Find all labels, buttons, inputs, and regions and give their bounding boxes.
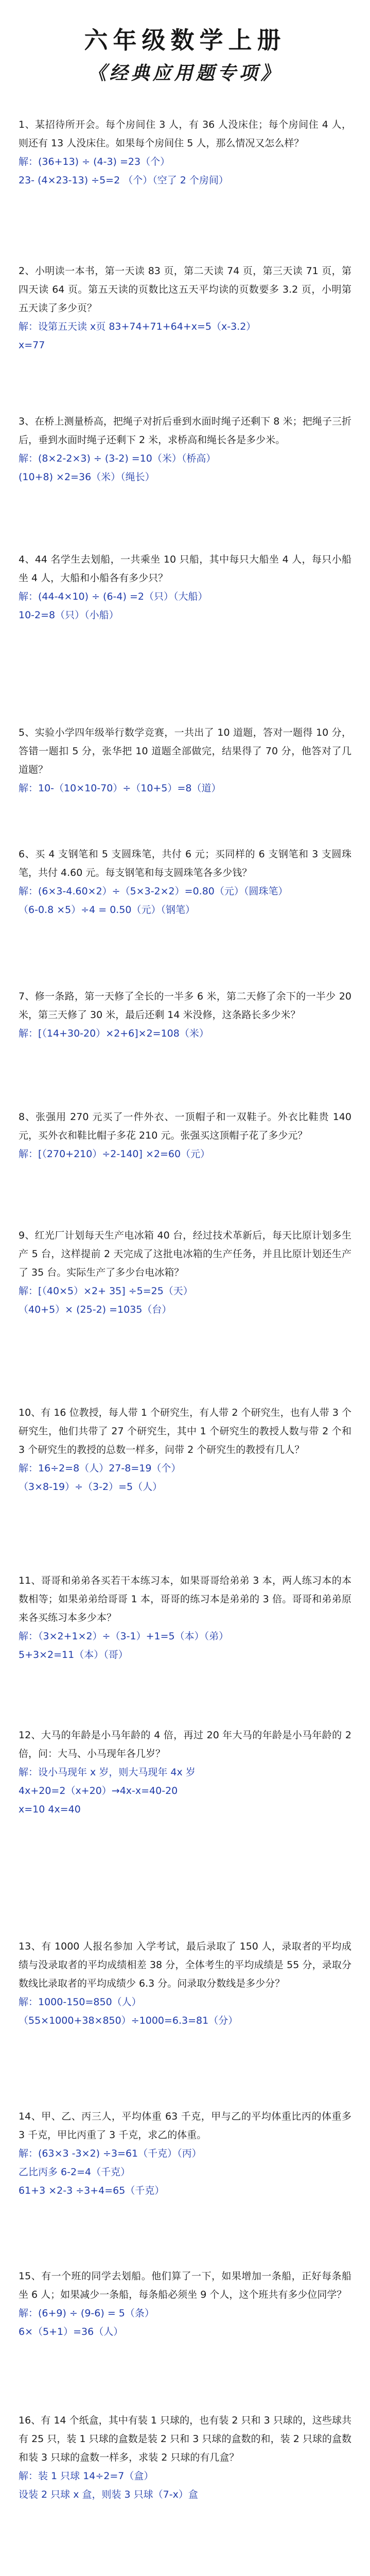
answer-line: 解：(44-4×10) ÷ (6-4) =2（只）（大船） <box>19 591 208 602</box>
answer-line: 设装 2 只球 x 盒，则装 3 只球（7-x）盒 <box>19 2489 198 2500</box>
answer-line: 61+3 ×2-3 ÷3+4=65（千克） <box>19 2185 165 2196</box>
problem-8 <box>19 1108 351 1163</box>
answer-line: 解：(6×3-4.60×2）÷（5×3-2×2）=0.80（元）（圆珠笔） <box>19 886 288 897</box>
problem-14 <box>19 2107 351 2200</box>
answer-line: 解：(8×2-2×3) ÷ (3-2) =10（米）（桥高） <box>19 453 216 464</box>
answer-line: x=10 4x=40 <box>19 1804 81 1815</box>
problem-9 <box>19 1226 351 1319</box>
problem-question: 14、甲、乙、丙三人，平均体重 63 千克，甲与乙的平均体重比丙的体重多 3 千克，甲比丙重了 3 千克，求乙的体重。 <box>19 2111 351 2141</box>
answer-line: 4x+20=2（x+20）→4x-x=40-20 <box>19 1785 178 1797</box>
problem-5 <box>19 723 351 798</box>
problem-12 <box>19 1726 351 1819</box>
problem-4 <box>19 550 351 624</box>
answer-line: 6×（5+1）=36（人） <box>19 2326 124 2337</box>
problem-question: 3、在桥上测量桥高，把绳子对折后垂到水面时绳子还剩下 8 米；把绳子三折后，垂到水面时绳子还剩下 2 米，求桥高和绳长各是多少米。 <box>19 416 351 446</box>
answer-line: 解：(6+9) ÷ (9-6) = 5（条） <box>19 2308 154 2319</box>
answer-line: 解：设第五天读 x页 83+74+71+64+x=5（x-3.2） <box>19 321 256 332</box>
answer-line: 解：16÷2=8（人）27-8=19（个） <box>19 1463 181 1474</box>
answer-line: （40+5）× (25-2) =1035（台） <box>19 1304 172 1315</box>
answer-line: 5+3×2=11（本）（哥） <box>19 1649 128 1660</box>
problem-11 <box>19 1571 351 1664</box>
answer-line: （3×8-19）÷（3-2）=5（人） <box>19 1481 163 1493</box>
answer-line: （6-0.8 ×5）÷4 = 0.50（元）（钢笔） <box>19 904 196 916</box>
problem-question: 5、实验小学四年级举行数学竞赛，一共出了 10 道题，答对一题得 10 分，答错一题扣 5 分，张华把 10 道题全部做完，结果得了 70 分，他答对了几道题？ <box>19 727 351 775</box>
page-title: 六年级数学上册 <box>84 26 286 54</box>
problem-question: 6、买 4 支钢笔和 5 支圆珠笔，共付 6 元；买同样的 6 支钢笔和 3 支圆珠笔，共付 4.60 元。每支钢笔和每支圆珠笔各多少钱？ <box>19 849 351 878</box>
problem-10 <box>19 1403 351 1496</box>
problem-question: 10、有 16 位教授，每人带 1 个研究生，有人带 2 个研究生，也有人带 3 个研究生，他们共带了 27 个研究生，其中 1 个研究生的教授人数与带 2 个和 3 个研究生的教授的总数一样多，问带 2 个研究生的教授有几人？ <box>19 1407 351 1455</box>
problem-3 <box>19 412 351 486</box>
problem-2 <box>19 262 351 354</box>
problem-15 <box>19 2267 351 2341</box>
answer-line: 10-2=8（只）（小船） <box>19 609 119 621</box>
answer-line: x=77 <box>19 340 45 351</box>
answer-line: （55×1000+38×850）÷1000=6.3=81（分） <box>19 2015 238 2026</box>
answer-line: 解：（3×2+1×2）÷（3-1）+1=5（本）（弟） <box>19 1631 229 1642</box>
answer-line: 解：(36+13) ÷ (4-3) =23（个） <box>19 156 170 167</box>
answer-line: 解：1000-150=850（人） <box>19 1996 142 2008</box>
problem-question: 13、有 1000 人报名参加 入学考试，最后录取了 150 人，录取者的平均成绩与没录取者的平均成绩相差 38 分，全体考生的平均成绩是 55 分，录取分数线比录取者的平均成绩少 6.3 分。问录取分数线是多少分？ <box>19 1941 351 1989</box>
answer-line: 解：10-（10×10-70）÷（10+5）=8（道） <box>19 783 221 794</box>
answer-line: (10+8) ×2=36（米）（绳长） <box>19 471 155 483</box>
problem-question: 4、44 名学生去划船，一共乘坐 10 只船，其中每只大船坐 4 人，每只小船坐 4 人，大船和小船各有多少只？ <box>19 554 351 584</box>
problem-question: 12、大马的年龄是小马年龄的 4 倍，再过 20 年大马的年龄是小马年龄的 2 倍，问：大马、小马现年各几岁？ <box>19 1730 351 1759</box>
problem-question: 16、有 14 个纸盒，其中有装 1 只球的，也有装 2 只和 3 只球的，这些球共有 25 只，装 1 只球的盒数是装 2 只和 3 只球的盒数的和，装 2 只球的盒数和装 3 只球的盒数一样多，求装 2 只球的有几盒？ <box>19 2415 351 2463</box>
answer-line: 乙比丙多 6-2=4（千克） <box>19 2166 131 2178</box>
problem-question: 1、某招待所开会。每个房间住 3 人，有 36 人没床住；每个房间住 4 人，则还有 13 人没床住。如果每个房间住 5 人，那么情况又怎么样？ <box>19 119 351 149</box>
problem-question: 11、哥哥和弟弟各买若干本练习本，如果哥哥给弟弟 3 本，两人练习本的本数相等；如果弟弟给哥哥 1 本，哥哥的练习本是弟弟的 3 倍。哥哥和弟弟原来各买练习本多少本？ <box>19 1575 351 1623</box>
answer-line: 解：[（14+30-20）×2+6]×2=108（米） <box>19 1028 209 1039</box>
answer-line: 23- (4×23-13) ÷5=2 （个）（空了 2 个房间） <box>19 175 228 186</box>
problem-13 <box>19 1937 351 2030</box>
answer-line: 解：[（270+210）÷2-140] ×2=60（元） <box>19 1148 210 1160</box>
problem-question: 2、小明读一本书，第一天读 83 页，第二天读 74 页，第三天读 71 页，第四天读 64 页。第五天读的页数比这五天平均读的页数要多 3.2 页，小明第五天读了多少页？ <box>19 265 351 314</box>
answer-line: 解：[（40×5）×2+ 35] ÷5=25（天） <box>19 1285 193 1297</box>
problem-question: 15、有一个班的同学去划船。他们算了一下，如果增加一条船，正好每条船坐 6 人；如果减少一条船，每条船必须坐 9 个人，这个班共有多少位同学？ <box>19 2270 351 2300</box>
problem-16 <box>19 2411 351 2504</box>
problem-question: 9、红光厂计划每天生产电冰箱 40 台，经过技术革新后，每天比原计划多生产 5 台，这样提前 2 天完成了这批电冰箱的生产任务，并且比原计划还生产了 35 台。实际生产了多少台电冰箱？ <box>19 1230 351 1278</box>
page-subtitle: 《经典应用题专项》 <box>87 62 283 84</box>
answer-line: 解：设小马现年 x 岁，则大马现年 4x 岁 <box>19 1767 196 1778</box>
problem-6 <box>19 845 351 919</box>
problem-question: 7、修一条路，第一天修了全长的一半多 6 米，第二天修了余下的一半少 20 米，第三天修了 30 米，最后还剩 14 米没修，这条路长多少米？ <box>19 991 351 1021</box>
answer-line: 解：装 1 只球 14÷2=7（盒） <box>19 2470 154 2482</box>
answer-line: 解：(63×3 -3×2) ÷3=61（千克）（丙） <box>19 2148 202 2159</box>
problem-question: 8、张强用 270 元买了一件外衣、一顶帽子和一双鞋子。外衣比鞋贵 140 元，买外衣和鞋比帽子多花 210 元。张强买这顶帽子花了多少元？ <box>19 1111 351 1141</box>
problem-1 <box>19 115 351 190</box>
problem-7 <box>19 987 351 1043</box>
